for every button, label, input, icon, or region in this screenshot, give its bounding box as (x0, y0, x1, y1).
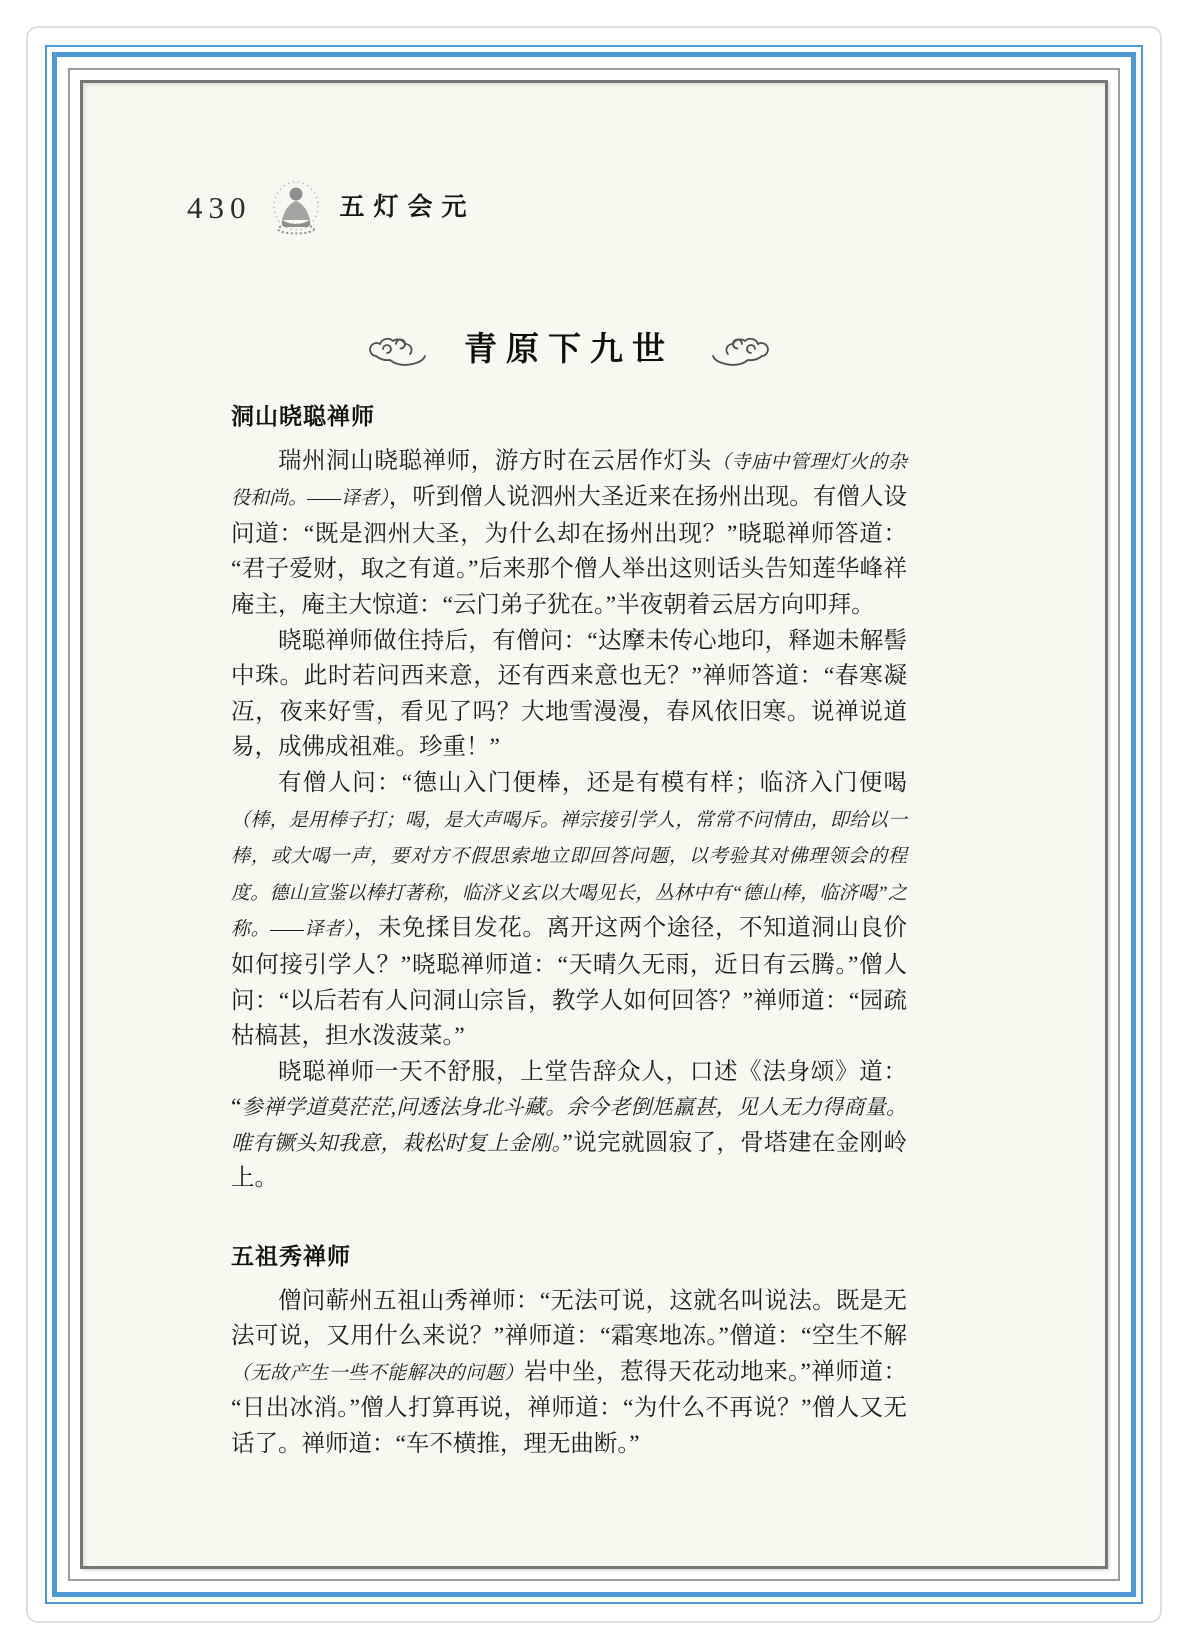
chapter-title-row (231, 331, 907, 371)
body-text: 岩中坐，惹得天花动地来。”禅师道：“日出冰消。”僧人打算再说，禅师道：“为什么不再说？”僧人又无话了。禅师道：“车不横推，理无曲断。” (231, 1358, 907, 1458)
section-heading: 五祖秀禅师 (231, 1243, 351, 1270)
section (231, 1243, 907, 1463)
section (231, 403, 907, 1197)
body-text: ”说完就圆寂了，骨塔建在金刚岭上。 (231, 1129, 907, 1192)
verse-quote: 参禅学道莫茫茫,问透法身北斗藏。余今老倒尪羸甚，见人无力得商量。唯有镢头知我意，栽松时复上金刚。 (231, 1095, 907, 1155)
page-number: 430 (187, 189, 252, 225)
page (80, 80, 1108, 1569)
cloud-ornament-right (710, 332, 772, 370)
translator-annotation: （寺庙中管理灯火的杂役和尚。——译者） (231, 451, 907, 510)
body-text: ，听到僧人说泗州大圣近来在扬州出现。有僧人设问道：“既是泗州大圣，为什么却在扬州出现？”晓聪禅师答道：“君子爱财，取之有道。”后来那个僧人举出这则话头告知莲华峰祥庵主，庵主大惊道：“云门弟子犹在。”半夜朝着云居方向叩拜。 (231, 484, 907, 618)
page-header (187, 179, 476, 235)
paragraph (231, 1284, 907, 1463)
body-text: 僧问蕲州五祖山秀禅师：“无法可说，这就名叫说法。既是无法可说，又用什么来说？”禅师道：“霜寒地冻。”僧道：“空生不解 (231, 1287, 907, 1350)
paragraph (231, 766, 907, 1055)
chapter-title: 青原下九世 (464, 332, 674, 368)
body-text: 晓聪禅师一天不舒服，上堂告辞众人，口述《法身颂》道：“ (231, 1058, 907, 1121)
translator-annotation: （无故产生一些不能解决的问题） (231, 1362, 524, 1384)
body-text: 有僧人问：“德山入门便棒，还是有模有样；临济入门便喝 (278, 769, 907, 796)
paragraph (231, 444, 907, 624)
body-text: ，未免揉目发花。离开这两个途径，不知道洞山良价如何接引学人？”晓聪禅师道：“天晴久无雨，近日有云腾。”僧人问：“以后若有人问洞山宗旨，教学人如何回答？”禅师道：“园疏枯槁甚，担水泼菠菜。” (231, 915, 907, 1050)
section-heading: 洞山晓聪禅师 (231, 403, 375, 429)
body-text: 瑞州洞山晓聪禅师，游方时在云居作灯头 (278, 447, 712, 474)
book-title: 五灯会元 (339, 193, 476, 221)
buddha-icon (268, 179, 324, 235)
body-text: 晓聪禅师做住持后，有僧问：“达摩未传心地印，释迦未解髻中珠。此时若问西来意，还有西来意也无？”禅师答道：“春寒凝冱，夜来好雪，看见了吗？大地雪漫漫，春风依旧寒。说禅说道易，成佛成祖难。珍重！” (231, 627, 907, 761)
paragraph (231, 624, 907, 766)
paragraph (231, 1055, 907, 1197)
translator-annotation: （棒，是用棒子打；喝，是大声喝斥。禅宗接引学人，常常不问情由，即给以一棒，或大喝一声，要对方不假思索地立即回答问题，以考验其对佛理领会的程度。德山宣鉴以棒打著称，临济义玄以大喝见长，丛林中有“德山棒，临济喝”之称。——译者） (231, 809, 907, 941)
cloud-ornament-left (366, 332, 428, 370)
text-content (231, 403, 907, 1463)
